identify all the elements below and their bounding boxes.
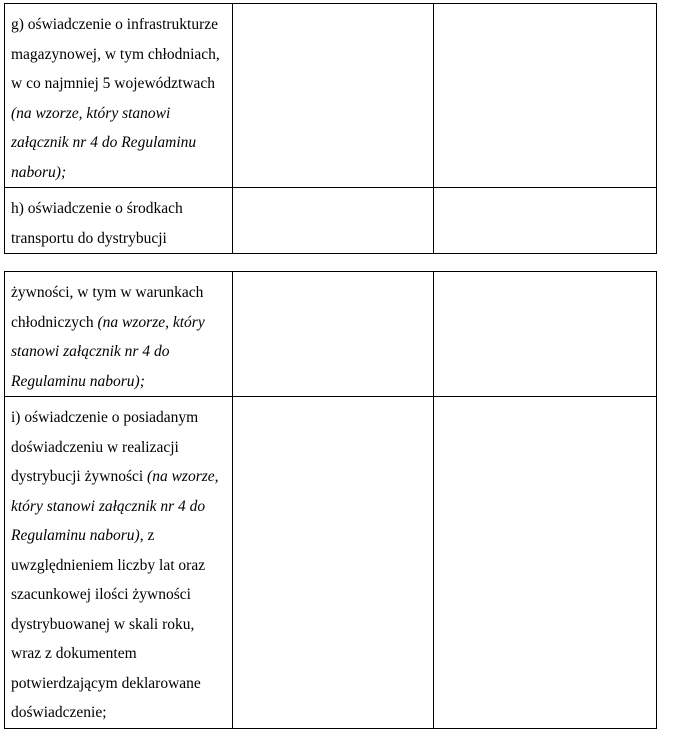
requirement-text: g) oświadczenie o infrastrukturze magazynowej, w tym chłodniach, w co najmniej 5 województwach [11,16,220,92]
requirement-text: h) oświadczenie o środkach transportu do dystrybucji [11,200,183,247]
empty-cell [434,4,657,188]
table-row [5,4,657,188]
table-row [5,272,657,397]
requirement-text: żywności, w tym w warunkach chłodniczych [11,284,204,331]
empty-cell [233,4,434,188]
table-row [5,188,657,254]
requirement-note: (na wzorze, który stanowi załącznik nr 4 do Regulaminu naboru) [11,468,219,544]
requirement-text: i) oświadczenie o posiadanym doświadczeniu w realizacji dystrybucji żywności [11,409,199,485]
table-row [5,397,657,729]
requirement-note: (na wzorze, który stanowi załącznik nr 4 do Regulaminu naboru); [11,313,205,390]
empty-cell [434,188,657,254]
requirements-table-1 [4,3,657,254]
requirement-note: (na wzorze, który stanowi załącznik nr 4 do Regulaminu naboru); [11,104,197,181]
requirement-cell-g [5,4,233,188]
requirement-cell-h [5,188,233,254]
empty-cell [233,188,434,254]
empty-cell [233,397,434,729]
empty-cell [233,272,434,397]
requirements-table-2 [4,271,657,729]
empty-cell [434,397,657,729]
requirement-text-tail: , z uwzględnieniem liczby lat oraz szacunkowej ilości żywności dystrybuowanej w skali roku, wraz z dokumentem potwierdzającym deklarowane doświadczenie; [11,527,206,721]
requirement-cell-i [5,397,233,729]
empty-cell [434,272,657,397]
requirement-cell-h-continued [5,272,233,397]
